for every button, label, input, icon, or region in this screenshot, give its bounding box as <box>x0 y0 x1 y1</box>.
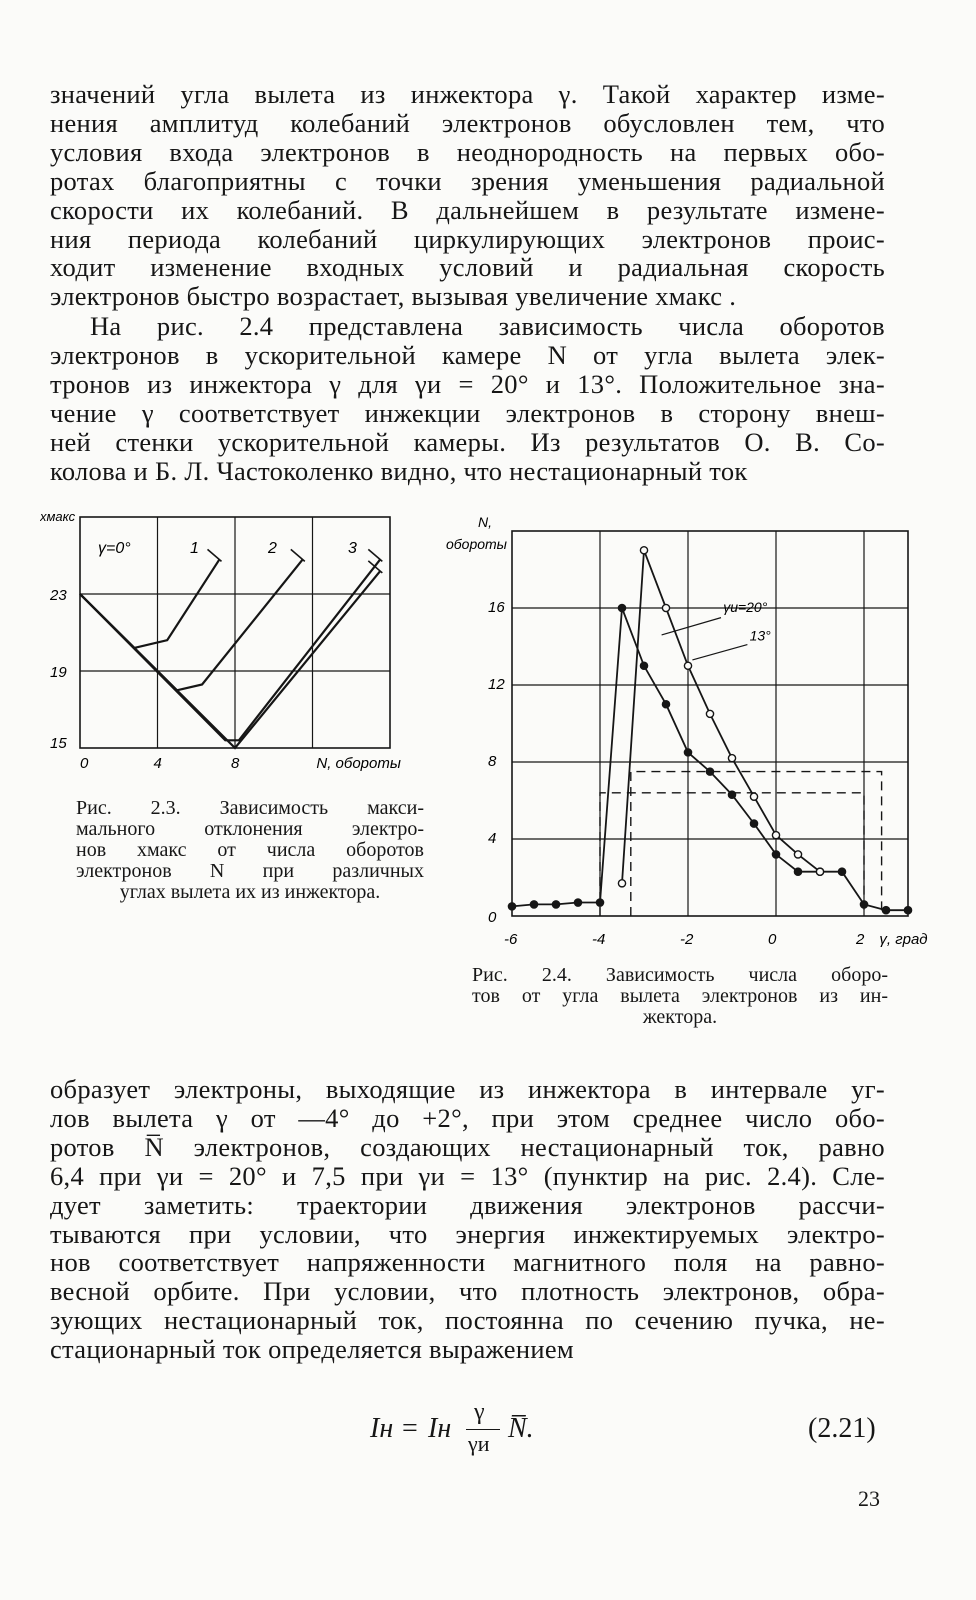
series-label-0: γ=0° <box>98 540 131 557</box>
series-label-tick-1 <box>291 549 305 561</box>
series-label-tick-2 <box>368 549 382 561</box>
x-tick-label: 0 <box>80 755 89 772</box>
series-point-1 <box>618 880 625 887</box>
paragraph-second-line: чение γ соответствует инжекции электронов в сторону внеш- <box>50 397 885 428</box>
series-label-3: 3 <box>348 540 357 557</box>
paragraph-bottom-line: нов соответствует напряженности магнитного поля на равно- <box>50 1247 885 1278</box>
series-point-1 <box>816 868 823 875</box>
paragraph-bottom-line: 6,4 при γи = 20° и 7,5 при γи = 13° (пунктир на рис. 2.4). Сле- <box>50 1160 885 1191</box>
paragraph-bottom-line: ротов N̅ электронов, создающих нестационарный ток, равно <box>50 1131 885 1162</box>
paragraph-second-line: На рис. 2.4 представлена зависимость числа оборотов <box>90 311 885 341</box>
series-point-1 <box>728 755 735 762</box>
series-point-0 <box>684 749 691 756</box>
caption-24-line: тов от угла вылета электронов из ин- <box>472 985 888 1007</box>
series-line-0 <box>512 608 908 910</box>
series-curve-3 <box>80 571 380 748</box>
y-tick-label: 15 <box>50 735 67 752</box>
caption-23-line: электронов N при различных <box>76 860 424 882</box>
page-number: 23 <box>858 1486 880 1511</box>
series-label-tick-0 <box>208 549 222 561</box>
caption-23-line: мального отклонения электро- <box>76 818 424 840</box>
paragraph-second-line: ней стенки ускорительной камеры. Из результатов О. В. Со- <box>50 426 885 457</box>
y-tick-label: 8 <box>488 753 497 770</box>
series-point-1 <box>750 793 757 800</box>
x-tick-label: 8 <box>231 755 240 772</box>
series-point-0 <box>574 899 581 906</box>
series-point-0 <box>772 851 779 858</box>
paragraph-bottom <box>50 1075 885 1364</box>
x-axis-label: γ, град <box>879 931 928 948</box>
formula-numerator: γ <box>474 1399 485 1425</box>
figure-2-4-chart <box>430 505 930 955</box>
paragraph-bottom-line: тываются при условии, что энергия инжектируемых электро- <box>50 1218 885 1249</box>
paragraph-second-line: электронов в ускорительной камере N от угла вылета элек- <box>50 339 885 370</box>
formula-lhs: Iн <box>370 1413 394 1444</box>
y-tick-label: 16 <box>488 599 505 616</box>
formula-number: (2.21) <box>808 1413 876 1444</box>
caption-23-line: нов xмакс от числа оборотов <box>76 839 424 861</box>
paragraph-top-line: ходит изменение входных условий и радиальная скорость <box>50 252 885 283</box>
paragraph-second-line: тронов из инжектора γ для γи = 20° и 13°. Положительное зна- <box>50 368 885 399</box>
series-point-0 <box>882 907 889 914</box>
paragraph-bottom-line: лов вылета γ от —4° до +2°, при этом среднее число обо- <box>50 1102 885 1133</box>
paragraph-top-line: нения амплитуд колебаний электронов обусловлен тем, что <box>50 107 885 138</box>
paragraph-top-line: скорости их колебаний. В дальнейшем в результате измене- <box>50 194 885 225</box>
series-point-0 <box>552 901 559 908</box>
paragraph-second <box>50 312 885 485</box>
paragraph-top-line: ротах благоприятны с точки зрения уменьшения радиальной <box>50 165 885 196</box>
figure-2-3-caption <box>76 798 424 903</box>
x-tick-label: 0 <box>768 931 777 948</box>
figure-2-4-caption <box>472 965 888 1028</box>
series-point-0 <box>860 901 867 908</box>
series-point-0 <box>838 868 845 875</box>
y-tick-label: 19 <box>50 664 67 681</box>
x-tick-label: -2 <box>680 931 694 948</box>
series-point-1 <box>706 710 713 717</box>
series-curve-0 <box>80 559 220 648</box>
series-point-0 <box>508 903 515 910</box>
formula-equals: = <box>402 1413 418 1444</box>
series-point-0 <box>662 701 669 708</box>
formula-fraction-bar <box>466 1429 500 1430</box>
series-point-1 <box>794 851 801 858</box>
y-tick-label: 12 <box>488 676 505 693</box>
series-point-1 <box>772 832 779 839</box>
x-tick-label: 4 <box>153 755 162 772</box>
series-point-1 <box>662 604 669 611</box>
y-tick-label: 4 <box>488 830 497 847</box>
dashed-rect-0 <box>600 793 864 916</box>
series-point-1 <box>640 547 647 554</box>
series-label-1: 1 <box>190 540 199 557</box>
series-label-1: 13° <box>749 627 771 644</box>
series-point-1 <box>684 662 691 669</box>
series-point-0 <box>596 899 603 906</box>
series-point-0 <box>530 901 537 908</box>
x-axis-label: N, обороты <box>316 755 401 772</box>
caption-24-line: Рис. 2.4. Зависимость числа оборо- <box>472 964 888 986</box>
paragraph-bottom-line: дует заметить: траектории движения электронов рассчи- <box>50 1189 885 1220</box>
series-point-0 <box>728 791 735 798</box>
x-tick-label: -4 <box>592 931 606 948</box>
paragraph-top-line: электронов быстро возрастает, вызывая увеличение xмакс . <box>50 281 737 312</box>
y-axis-label: xмакс <box>40 509 76 524</box>
paragraph-bottom-line: зующих нестационарный ток, постоянна по сечению пучка, не- <box>50 1305 885 1336</box>
series-label-0: γи=20° <box>723 598 768 615</box>
plot-frame <box>512 531 908 916</box>
y-tick-label: 0 <box>488 909 497 926</box>
paragraph-top <box>50 80 885 311</box>
y-axis-label-line2: обороты <box>446 536 507 552</box>
formula-denominator: γи <box>468 1431 490 1456</box>
paragraph-top-line: значений угла вылета из инжектора γ. Такой характер изме- <box>50 79 885 109</box>
series-point-0 <box>794 868 801 875</box>
caption-24-line: жектора. <box>642 1006 718 1028</box>
series-leader-1 <box>692 645 747 660</box>
y-tick-label: 23 <box>50 587 67 604</box>
series-point-0 <box>904 907 911 914</box>
series-line-1 <box>622 550 820 883</box>
paragraph-bottom-line: стационарный ток определяется выражением <box>50 1334 574 1365</box>
x-tick-label: 2 <box>856 931 865 948</box>
formula-rhs-factor: Iн <box>428 1413 452 1444</box>
formula-tail: N̅. <box>508 1413 534 1444</box>
y-axis-label-line1: N, <box>478 514 492 530</box>
series-point-0 <box>640 662 647 669</box>
paragraph-top-line: ния периода колебаний циркулирующих электронов проис- <box>50 223 885 254</box>
x-tick-label: -6 <box>504 931 518 948</box>
series-label-2: 2 <box>268 540 277 557</box>
series-point-0 <box>750 820 757 827</box>
series-point-0 <box>706 768 713 775</box>
caption-23-line: углах вылета их из инжектора. <box>119 881 381 903</box>
caption-23-line: Рис. 2.3. Зависимость макси- <box>76 797 424 819</box>
figure-2-3-chart <box>40 505 440 785</box>
series-point-0 <box>618 604 625 611</box>
paragraph-bottom-line: образует электроны, выходящие из инжектора в интервале уг- <box>50 1074 885 1104</box>
paragraph-top-line: условия входа электронов в неоднородность на первых обо- <box>50 136 885 167</box>
paragraph-second-line: колова и Б. Л. Частоколенко видно, что нестационарный ток <box>50 455 748 486</box>
paragraph-bottom-line: весной орбите. При условии, что плотность электронов, обра- <box>50 1276 885 1307</box>
formula-2-21 <box>370 1399 890 1465</box>
